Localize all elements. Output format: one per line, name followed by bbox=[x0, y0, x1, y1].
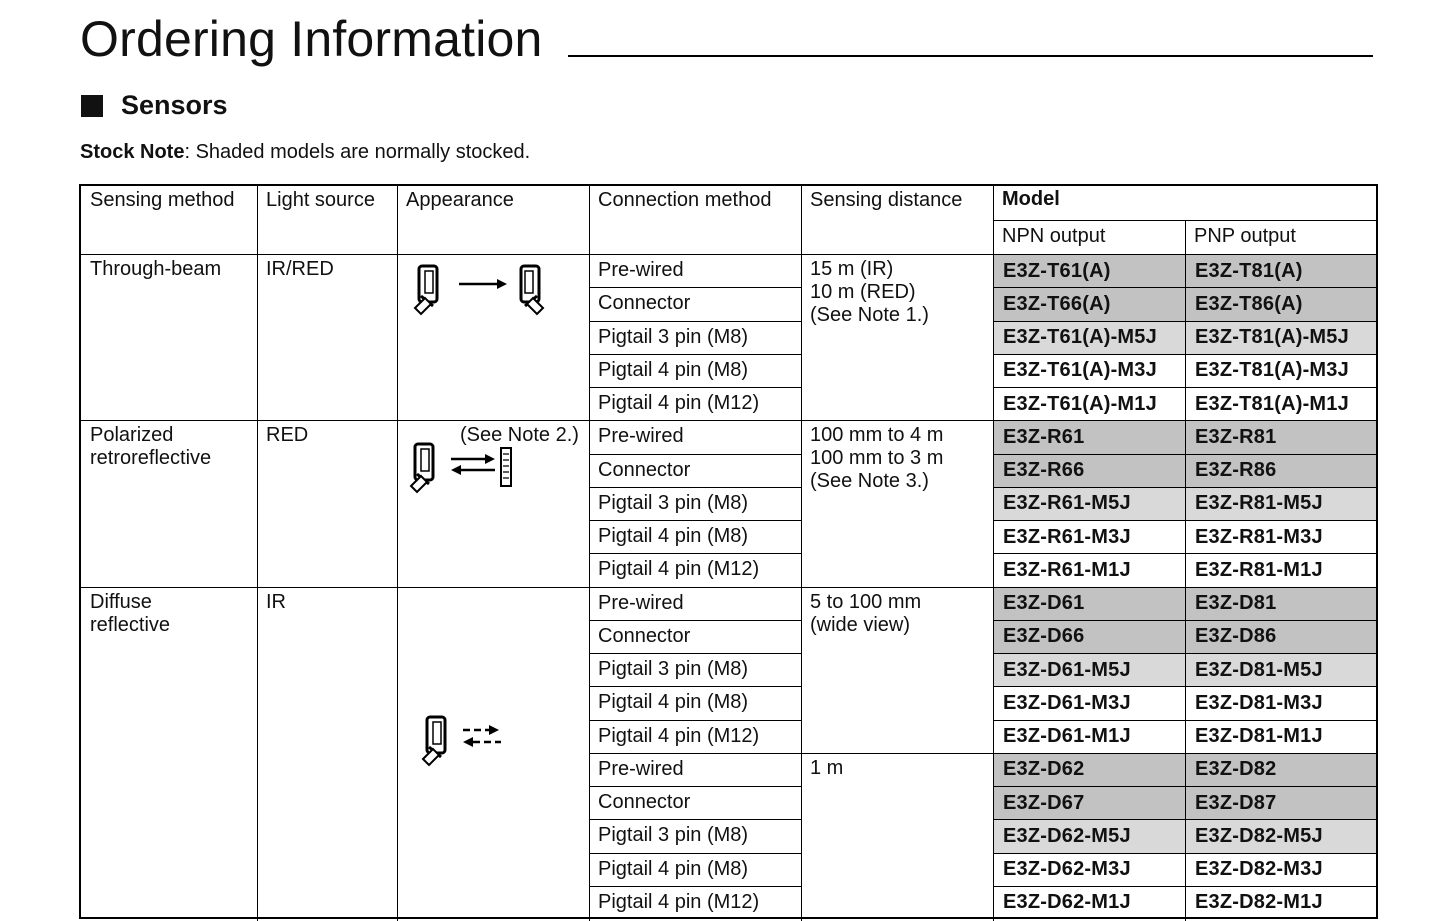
pnp-model: E3Z-D86 bbox=[1186, 621, 1376, 653]
pnp-model: E3Z-T81(A) bbox=[1186, 255, 1376, 287]
row-divider bbox=[993, 819, 1376, 820]
sensing-method-line: reflective bbox=[90, 613, 171, 636]
npn-model: E3Z-D61 bbox=[994, 588, 1185, 620]
connection-method: Pigtail 4 pin (M12) bbox=[598, 392, 760, 415]
light-source: IR/RED bbox=[266, 258, 334, 280]
row-divider bbox=[993, 487, 1376, 488]
connection-method: Pigtail 4 pin (M12) bbox=[598, 558, 760, 581]
sensing-distance-line: (wide view) bbox=[810, 613, 911, 636]
connection-method: Connector bbox=[598, 458, 691, 481]
column-divider bbox=[397, 186, 398, 921]
pnp-model: E3Z-D81 bbox=[1186, 588, 1376, 620]
pnp-model: E3Z-T86(A) bbox=[1186, 288, 1376, 320]
row-divider bbox=[993, 354, 1376, 355]
section-title: Sensors bbox=[121, 90, 228, 120]
row-divider bbox=[993, 553, 1376, 554]
row-divider bbox=[589, 620, 801, 621]
row-divider bbox=[993, 620, 1376, 621]
row-divider bbox=[589, 354, 801, 355]
appearance-note: (See Note 2.) bbox=[460, 424, 579, 447]
row-divider bbox=[589, 553, 801, 554]
through-beam-icon bbox=[415, 264, 555, 324]
connection-method: Pigtail 4 pin (M8) bbox=[598, 358, 749, 381]
connection-method: Connector bbox=[598, 791, 691, 814]
retroreflective-icon bbox=[411, 442, 551, 502]
row-divider bbox=[589, 886, 801, 887]
sensing-distance-line: (See Note 3.) bbox=[810, 470, 929, 493]
connection-method: Pigtail 3 pin (M8) bbox=[598, 658, 749, 681]
connection-method: Pigtail 4 pin (M8) bbox=[598, 857, 749, 880]
npn-model: E3Z-T66(A) bbox=[994, 288, 1185, 320]
row-divider bbox=[589, 454, 801, 455]
npn-model: E3Z-D62-M3J bbox=[1003, 858, 1131, 881]
pnp-model: E3Z-T81(A)-M3J bbox=[1195, 359, 1349, 382]
sensing-distance-line: 15 m (IR) bbox=[810, 258, 894, 280]
npn-model: E3Z-R66 bbox=[994, 455, 1185, 487]
row-divider bbox=[589, 520, 801, 521]
stock-note-label: Stock Note bbox=[80, 141, 185, 163]
npn-model: E3Z-D62 bbox=[994, 754, 1185, 786]
row-divider bbox=[589, 853, 801, 854]
ordering-table bbox=[79, 184, 1378, 919]
npn-model: E3Z-R61-M3J bbox=[1003, 525, 1131, 548]
pnp-model: E3Z-D81-M5J bbox=[1186, 654, 1376, 686]
pnp-model: E3Z-D82-M1J bbox=[1195, 891, 1323, 914]
npn-model: E3Z-D62-M5J bbox=[994, 820, 1185, 852]
pnp-model: E3Z-D82 bbox=[1186, 754, 1376, 786]
connection-method: Connector bbox=[598, 624, 691, 647]
connection-method: Pigtail 3 pin (M8) bbox=[598, 824, 749, 847]
pnp-model: E3Z-D81-M3J bbox=[1195, 691, 1323, 714]
row-divider bbox=[589, 686, 801, 687]
connection-method: Pre-wired bbox=[598, 591, 684, 614]
sensing-method-line: retroreflective bbox=[90, 447, 212, 470]
npn-model: E3Z-D62-M1J bbox=[1003, 891, 1131, 914]
sensing-distance-line: 100 mm to 3 m bbox=[810, 447, 944, 470]
row-divider bbox=[589, 753, 801, 754]
row-divider bbox=[589, 487, 801, 488]
header-pnp-output: PNP output bbox=[1194, 225, 1296, 247]
pnp-model: E3Z-T81(A)-M1J bbox=[1195, 392, 1349, 415]
connection-method: Pre-wired bbox=[598, 259, 684, 282]
connection-method: Pigtail 4 pin (M8) bbox=[598, 525, 749, 548]
sensing-distance-line: 100 mm to 4 m bbox=[810, 424, 944, 447]
diffuse-reflective-icon bbox=[423, 715, 563, 775]
row-divider bbox=[993, 387, 1376, 388]
header-sensing-distance: Sensing distance bbox=[810, 189, 963, 211]
npn-model: E3Z-R61-M1J bbox=[1003, 558, 1131, 581]
sensing-method bbox=[81, 424, 211, 470]
npn-model: E3Z-T61(A)-M5J bbox=[994, 322, 1185, 354]
header-model: Model bbox=[1002, 188, 1060, 210]
stock-note bbox=[80, 141, 530, 164]
sensing-distance bbox=[801, 258, 929, 327]
row-divider bbox=[589, 786, 801, 787]
header-connection-method: Connection method bbox=[598, 189, 772, 211]
row-divider bbox=[993, 321, 1376, 322]
sensing-distance-line: 5 to 100 mm bbox=[810, 590, 922, 613]
sensing-distance-line: 10 m (RED) bbox=[810, 281, 916, 303]
connection-method: Pigtail 4 pin (M12) bbox=[598, 890, 760, 913]
pnp-model: E3Z-D82-M5J bbox=[1186, 820, 1376, 852]
row-divider bbox=[993, 786, 1376, 787]
npn-model: E3Z-R61 bbox=[994, 421, 1185, 453]
npn-model: E3Z-T61(A)-M1J bbox=[1003, 392, 1157, 415]
connection-method: Connector bbox=[598, 292, 691, 315]
sensing-method-line: Diffuse bbox=[90, 590, 152, 613]
sensing-method-line: Polarized bbox=[90, 424, 174, 447]
header-light-source: Light source bbox=[266, 189, 375, 211]
light-source: IR bbox=[266, 590, 286, 613]
sensing-method bbox=[81, 258, 221, 281]
light-source: RED bbox=[266, 424, 309, 447]
row-divider bbox=[993, 886, 1376, 887]
connection-method: Pigtail 3 pin (M8) bbox=[598, 325, 749, 348]
section-bullet-icon bbox=[81, 95, 103, 117]
pnp-model: E3Z-R81-M1J bbox=[1195, 558, 1323, 581]
page-title: Ordering Information bbox=[80, 11, 543, 67]
row-divider bbox=[589, 819, 801, 820]
npn-model: E3Z-T61(A) bbox=[994, 255, 1185, 287]
pnp-model: E3Z-D81-M1J bbox=[1195, 725, 1323, 748]
row-divider bbox=[993, 720, 1376, 721]
sensing-method-line: Through-beam bbox=[90, 258, 222, 280]
sensing-distance bbox=[801, 591, 921, 637]
sensing-distance bbox=[801, 424, 943, 493]
title-rule bbox=[568, 55, 1373, 57]
pnp-model: E3Z-D87 bbox=[1186, 787, 1376, 819]
sensing-method bbox=[81, 591, 170, 637]
row-divider bbox=[589, 720, 801, 721]
row-divider bbox=[589, 387, 801, 388]
pnp-model: E3Z-T81(A)-M5J bbox=[1186, 322, 1376, 354]
sensing-distance bbox=[801, 757, 843, 780]
pnp-model: E3Z-R81 bbox=[1186, 421, 1376, 453]
header-appearance: Appearance bbox=[406, 189, 514, 211]
pnp-model: E3Z-R81-M3J bbox=[1195, 525, 1323, 548]
row-divider bbox=[993, 520, 1376, 521]
section-heading bbox=[81, 90, 228, 121]
connection-method: Pigtail 4 pin (M8) bbox=[598, 691, 749, 714]
sensing-distance-line: (See Note 1.) bbox=[810, 304, 929, 326]
connection-method: Pigtail 4 pin (M12) bbox=[598, 724, 760, 747]
npn-model: E3Z-T61(A)-M3J bbox=[1003, 359, 1157, 382]
npn-model: E3Z-D61-M1J bbox=[1003, 725, 1131, 748]
npn-model: E3Z-R61-M5J bbox=[994, 488, 1185, 520]
npn-model: E3Z-D67 bbox=[994, 787, 1185, 819]
connection-method: Pigtail 3 pin (M8) bbox=[598, 491, 749, 514]
npn-model: E3Z-D61-M5J bbox=[994, 654, 1185, 686]
row-divider bbox=[993, 287, 1376, 288]
pnp-model: E3Z-D82-M3J bbox=[1195, 858, 1323, 881]
row-divider bbox=[993, 653, 1376, 654]
header-divider bbox=[993, 220, 1376, 221]
column-divider bbox=[257, 186, 258, 921]
npn-model: E3Z-D61-M3J bbox=[1003, 691, 1131, 714]
connection-method: Pre-wired bbox=[598, 757, 684, 780]
row-divider bbox=[993, 686, 1376, 687]
row-divider bbox=[993, 753, 1376, 754]
connection-method: Pre-wired bbox=[598, 425, 684, 448]
header-sensing-method: Sensing method bbox=[90, 189, 235, 211]
npn-model: E3Z-D66 bbox=[994, 621, 1185, 653]
sensing-distance-line: 1 m bbox=[810, 756, 844, 779]
row-divider bbox=[589, 287, 801, 288]
row-divider bbox=[993, 853, 1376, 854]
stock-note-text: : Shaded models are normally stocked. bbox=[184, 141, 531, 163]
row-divider bbox=[589, 653, 801, 654]
row-divider bbox=[993, 454, 1376, 455]
pnp-model: E3Z-R81-M5J bbox=[1186, 488, 1376, 520]
header-npn-output: NPN output bbox=[1002, 225, 1106, 247]
pnp-model: E3Z-R86 bbox=[1186, 455, 1376, 487]
row-divider bbox=[589, 321, 801, 322]
